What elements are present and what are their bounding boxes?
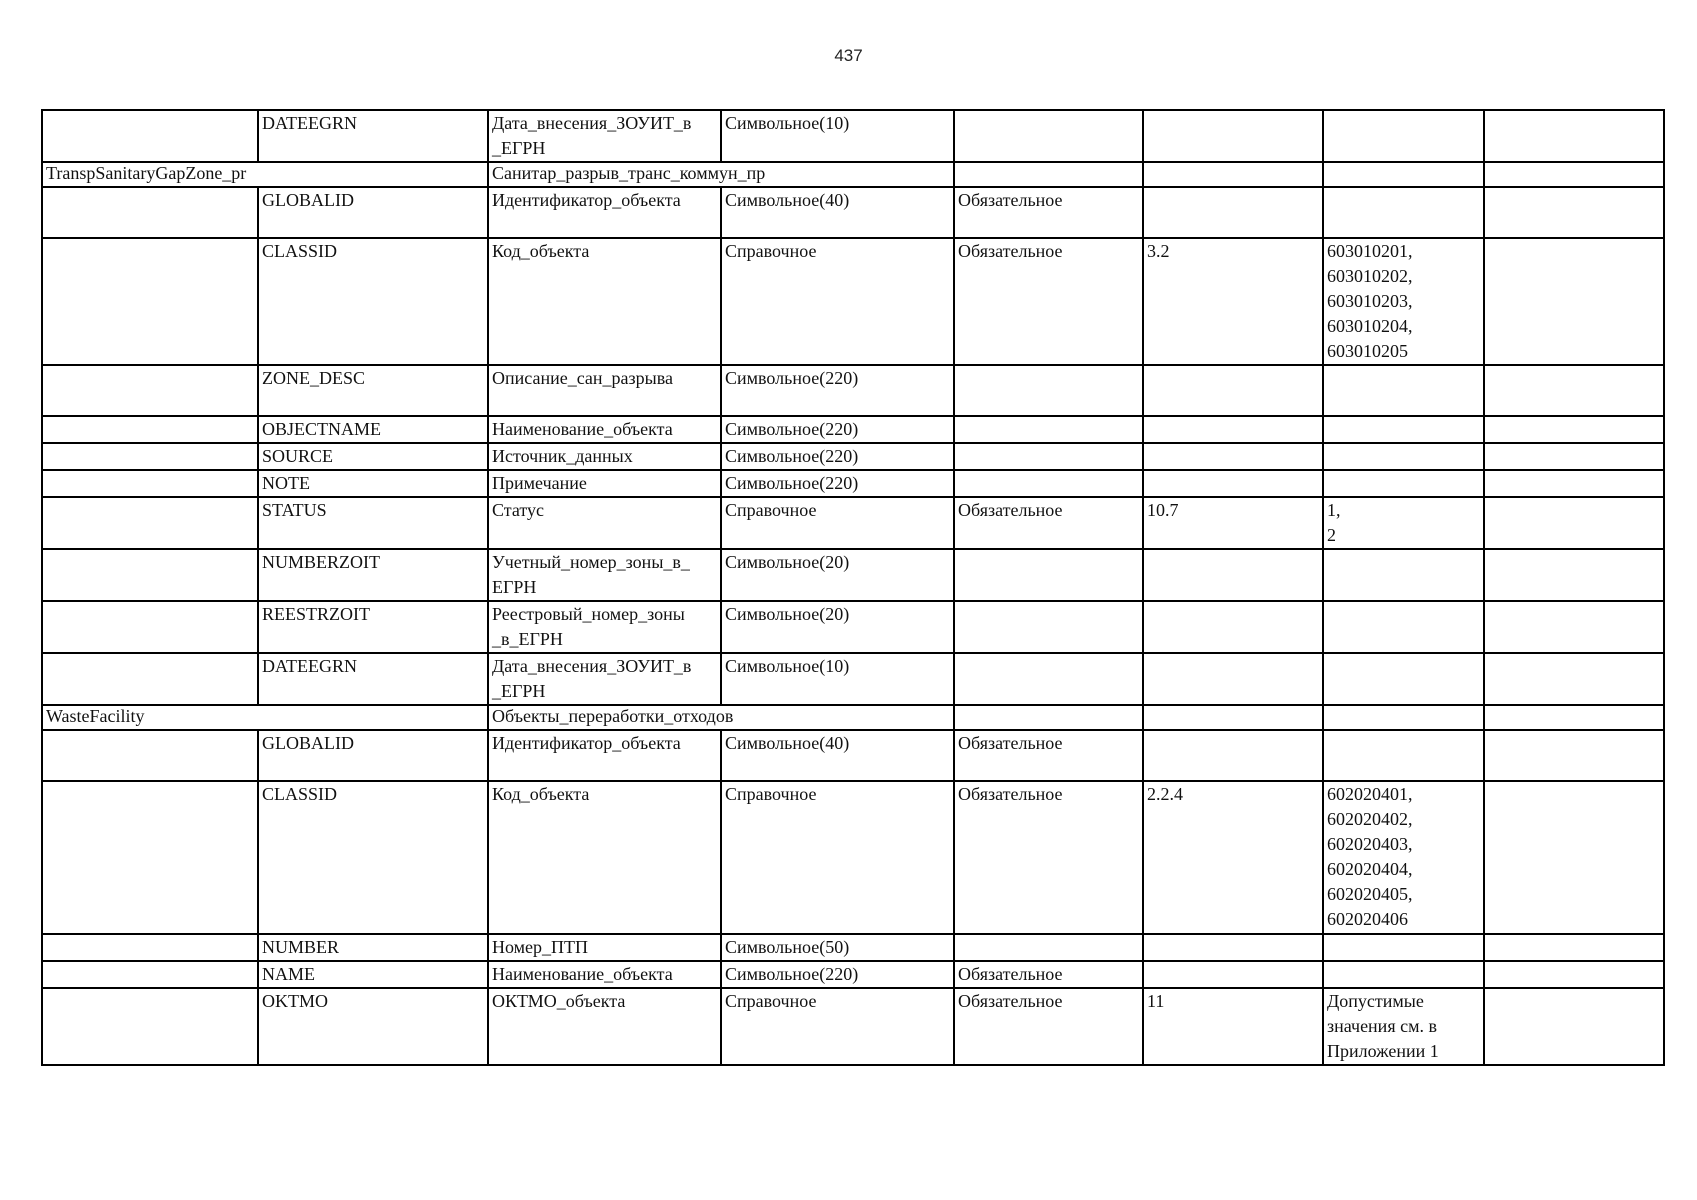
class-name-cell bbox=[42, 781, 258, 934]
alias-cell: Код_объекта bbox=[488, 238, 721, 365]
field-name-cell: NOTE bbox=[258, 470, 488, 497]
note-cell bbox=[1484, 416, 1664, 443]
table-row bbox=[42, 187, 1664, 238]
section-row bbox=[42, 162, 1664, 187]
requirement-cell bbox=[954, 443, 1143, 470]
field-name-cell: ZONE_DESC bbox=[258, 365, 488, 416]
alias-cell: Статус bbox=[488, 497, 721, 549]
values-cell: 602020401, 602020402, 602020403, 602020404, 602020405, 602020406 bbox=[1323, 781, 1484, 934]
field-name-cell: OKTMO bbox=[258, 988, 488, 1065]
data-type-cell: Символьное(220) bbox=[721, 470, 954, 497]
reference-cell: 2.2.4 bbox=[1143, 781, 1323, 934]
values-cell: 603010201, 603010202, 603010203, 603010204, 603010205 bbox=[1323, 238, 1484, 365]
requirement-cell: Обязательное bbox=[954, 988, 1143, 1065]
class-name-cell bbox=[42, 730, 258, 781]
alias-cell: Наименование_объекта bbox=[488, 961, 721, 988]
class-name-cell bbox=[42, 601, 258, 653]
requirement-cell bbox=[954, 365, 1143, 416]
note-cell bbox=[1484, 497, 1664, 549]
values-cell bbox=[1323, 470, 1484, 497]
field-name-cell: DATEEGRN bbox=[258, 653, 488, 705]
reference-cell bbox=[1143, 187, 1323, 238]
table-row bbox=[42, 443, 1664, 470]
data-type-cell: Справочное bbox=[721, 238, 954, 365]
data-type-cell: Символьное(50) bbox=[721, 934, 954, 961]
table-row bbox=[42, 238, 1664, 365]
requirement-cell bbox=[954, 653, 1143, 705]
class-alias-cell: Объекты_переработки_отходов bbox=[488, 705, 954, 730]
table-row bbox=[42, 416, 1664, 443]
field-name-cell: CLASSID bbox=[258, 781, 488, 934]
class-name-cell bbox=[42, 961, 258, 988]
note-cell bbox=[1484, 730, 1664, 781]
requirement-cell: Обязательное bbox=[954, 961, 1143, 988]
data-type-cell: Символьное(220) bbox=[721, 443, 954, 470]
data-type-cell: Символьное(20) bbox=[721, 601, 954, 653]
note-cell bbox=[1484, 781, 1664, 934]
requirement-cell: Обязательное bbox=[954, 730, 1143, 781]
reference-cell: 3.2 bbox=[1143, 238, 1323, 365]
table-row bbox=[42, 601, 1664, 653]
alias-cell: Код_объекта bbox=[488, 781, 721, 934]
requirement-cell: Обязательное bbox=[954, 238, 1143, 365]
table-row bbox=[42, 653, 1664, 705]
reference-cell: 10.7 bbox=[1143, 497, 1323, 549]
reference-cell bbox=[1143, 365, 1323, 416]
reference-cell: 11 bbox=[1143, 988, 1323, 1065]
note-cell bbox=[1484, 549, 1664, 601]
alias-cell: Наименование_объекта bbox=[488, 416, 721, 443]
data-type-cell: Справочное bbox=[721, 988, 954, 1065]
alias-cell: Учетный_номер_зоны_в_ ЕГРН bbox=[488, 549, 721, 601]
values-cell bbox=[1323, 187, 1484, 238]
class-name-cell bbox=[42, 443, 258, 470]
data-type-cell: Символьное(40) bbox=[721, 187, 954, 238]
data-type-cell: Символьное(220) bbox=[721, 961, 954, 988]
alias-cell: Источник_данных bbox=[488, 443, 721, 470]
values-cell bbox=[1323, 549, 1484, 601]
reference-cell bbox=[1143, 934, 1323, 961]
requirement-cell bbox=[954, 110, 1143, 162]
note-cell bbox=[1484, 187, 1664, 238]
alias-cell: Дата_внесения_ЗОУИТ_в _ЕГРН bbox=[488, 110, 721, 162]
class-name-cell bbox=[42, 653, 258, 705]
field-name-cell: SOURCE bbox=[258, 443, 488, 470]
class-name-cell: TranspSanitaryGapZone_pr bbox=[42, 162, 488, 187]
reference-cell bbox=[1143, 162, 1323, 187]
section-row bbox=[42, 705, 1664, 730]
field-name-cell: OBJECTNAME bbox=[258, 416, 488, 443]
table-row bbox=[42, 470, 1664, 497]
note-cell bbox=[1484, 162, 1664, 187]
values-cell bbox=[1323, 162, 1484, 187]
data-type-cell: Символьное(220) bbox=[721, 365, 954, 416]
reference-cell bbox=[1143, 601, 1323, 653]
note-cell bbox=[1484, 470, 1664, 497]
note-cell bbox=[1484, 601, 1664, 653]
values-cell bbox=[1323, 705, 1484, 730]
reference-cell bbox=[1143, 416, 1323, 443]
page-number: 437 bbox=[834, 46, 863, 65]
values-cell bbox=[1323, 934, 1484, 961]
requirement-cell: Обязательное bbox=[954, 187, 1143, 238]
alias-cell: Примечание bbox=[488, 470, 721, 497]
requirement-cell bbox=[954, 934, 1143, 961]
requirement-cell: Обязательное bbox=[954, 781, 1143, 934]
class-name-cell bbox=[42, 988, 258, 1065]
requirement-cell bbox=[954, 549, 1143, 601]
note-cell bbox=[1484, 238, 1664, 365]
reference-cell bbox=[1143, 730, 1323, 781]
reference-cell bbox=[1143, 653, 1323, 705]
values-cell bbox=[1323, 110, 1484, 162]
note-cell bbox=[1484, 653, 1664, 705]
field-name-cell: GLOBALID bbox=[258, 187, 488, 238]
values-cell bbox=[1323, 730, 1484, 781]
table-row bbox=[42, 549, 1664, 601]
reference-cell bbox=[1143, 110, 1323, 162]
table-row bbox=[42, 730, 1664, 781]
data-type-cell: Справочное bbox=[721, 497, 954, 549]
table-row bbox=[42, 988, 1664, 1065]
note-cell bbox=[1484, 443, 1664, 470]
class-name-cell bbox=[42, 549, 258, 601]
reference-cell bbox=[1143, 705, 1323, 730]
data-type-cell: Символьное(40) bbox=[721, 730, 954, 781]
reference-cell bbox=[1143, 961, 1323, 988]
values-cell bbox=[1323, 416, 1484, 443]
requirement-cell bbox=[954, 470, 1143, 497]
data-type-cell: Символьное(220) bbox=[721, 416, 954, 443]
data-type-cell: Символьное(20) bbox=[721, 549, 954, 601]
class-name-cell bbox=[42, 187, 258, 238]
alias-cell: Описание_сан_разрыва bbox=[488, 365, 721, 416]
values-cell bbox=[1323, 365, 1484, 416]
field-name-cell: NAME bbox=[258, 961, 488, 988]
field-name-cell: REESTRZOIT bbox=[258, 601, 488, 653]
alias-cell: Реестровый_номер_зоны _в_ЕГРН bbox=[488, 601, 721, 653]
note-cell bbox=[1484, 365, 1664, 416]
attribute-table bbox=[41, 109, 1665, 1066]
table-row bbox=[42, 934, 1664, 961]
field-name-cell: DATEEGRN bbox=[258, 110, 488, 162]
values-cell bbox=[1323, 961, 1484, 988]
note-cell bbox=[1484, 934, 1664, 961]
reference-cell bbox=[1143, 549, 1323, 601]
field-name-cell: STATUS bbox=[258, 497, 488, 549]
note-cell bbox=[1484, 110, 1664, 162]
values-cell bbox=[1323, 601, 1484, 653]
requirement-cell bbox=[954, 416, 1143, 443]
field-name-cell: NUMBERZOIT bbox=[258, 549, 488, 601]
table-row bbox=[42, 110, 1664, 162]
alias-cell: Дата_внесения_ЗОУИТ_в _ЕГРН bbox=[488, 653, 721, 705]
class-name-cell bbox=[42, 470, 258, 497]
class-name-cell bbox=[42, 110, 258, 162]
data-type-cell: Справочное bbox=[721, 781, 954, 934]
field-name-cell: CLASSID bbox=[258, 238, 488, 365]
class-name-cell: WasteFacility bbox=[42, 705, 488, 730]
requirement-cell bbox=[954, 162, 1143, 187]
note-cell bbox=[1484, 988, 1664, 1065]
values-cell: Допустимые значения см. в Приложении 1 bbox=[1323, 988, 1484, 1065]
reference-cell bbox=[1143, 443, 1323, 470]
class-name-cell bbox=[42, 365, 258, 416]
table-row bbox=[42, 497, 1664, 549]
values-cell bbox=[1323, 443, 1484, 470]
note-cell bbox=[1484, 705, 1664, 730]
data-type-cell: Символьное(10) bbox=[721, 110, 954, 162]
requirement-cell: Обязательное bbox=[954, 497, 1143, 549]
note-cell bbox=[1484, 961, 1664, 988]
values-cell bbox=[1323, 653, 1484, 705]
class-alias-cell: Санитар_разрыв_транс_коммун_пр bbox=[488, 162, 954, 187]
field-name-cell: GLOBALID bbox=[258, 730, 488, 781]
requirement-cell bbox=[954, 705, 1143, 730]
alias-cell: Идентификатор_объекта bbox=[488, 187, 721, 238]
alias-cell: ОКТМО_объекта bbox=[488, 988, 721, 1065]
class-name-cell bbox=[42, 934, 258, 961]
data-type-cell: Символьное(10) bbox=[721, 653, 954, 705]
class-name-cell bbox=[42, 416, 258, 443]
field-name-cell: NUMBER bbox=[258, 934, 488, 961]
alias-cell: Номер_ПТП bbox=[488, 934, 721, 961]
class-name-cell bbox=[42, 238, 258, 365]
class-name-cell bbox=[42, 497, 258, 549]
alias-cell: Идентификатор_объекта bbox=[488, 730, 721, 781]
reference-cell bbox=[1143, 470, 1323, 497]
table-row bbox=[42, 365, 1664, 416]
requirement-cell bbox=[954, 601, 1143, 653]
table-row bbox=[42, 961, 1664, 988]
table-row bbox=[42, 781, 1664, 934]
values-cell: 1, 2 bbox=[1323, 497, 1484, 549]
